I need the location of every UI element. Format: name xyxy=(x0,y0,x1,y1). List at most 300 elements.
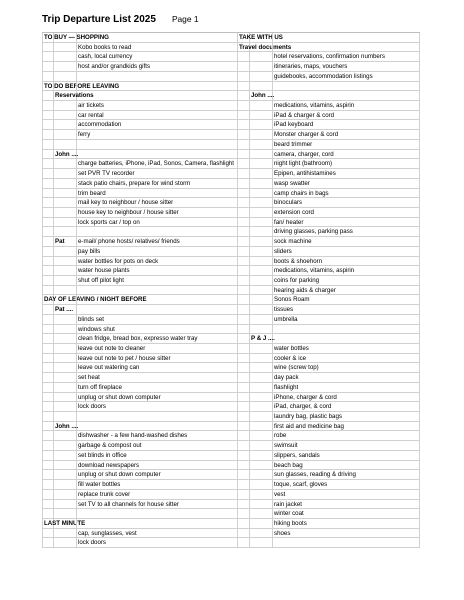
table-cell xyxy=(42,470,54,480)
table-cell: Sonos Roam xyxy=(273,295,420,305)
table-cell xyxy=(54,198,77,208)
table-cell: wasp swatter xyxy=(273,179,420,189)
table-cell xyxy=(42,266,54,276)
table-cell xyxy=(54,159,77,169)
table-cell xyxy=(238,150,250,160)
table-cell xyxy=(238,402,250,412)
table-cell xyxy=(238,247,250,257)
table-cell xyxy=(42,159,54,169)
table-cell xyxy=(42,422,54,432)
table-cell: medications, vitamins, aspirin xyxy=(273,101,420,111)
table-cell xyxy=(250,150,273,160)
table-row xyxy=(42,198,420,208)
table-cell xyxy=(54,470,77,480)
table-cell xyxy=(250,266,273,276)
table-cell xyxy=(238,286,250,296)
table-cell xyxy=(238,62,250,72)
table-cell xyxy=(238,315,250,325)
table-cell: replace trunk cover xyxy=(77,490,238,500)
table-cell xyxy=(42,490,54,500)
table-cell xyxy=(42,198,54,208)
table-cell xyxy=(42,334,54,344)
table-cell xyxy=(273,334,420,344)
table-cell xyxy=(238,91,250,101)
table-cell: itineraries, maps, vouchers xyxy=(273,62,420,72)
table-cell xyxy=(54,52,77,62)
table-cell: accommodation xyxy=(77,120,238,130)
table-cell xyxy=(54,451,77,461)
table-cell xyxy=(42,480,54,490)
table-row xyxy=(42,344,420,354)
table-cell xyxy=(54,257,77,267)
table-cell xyxy=(42,120,54,130)
table-cell xyxy=(238,519,250,529)
table-cell xyxy=(42,62,54,72)
checklist-table xyxy=(42,32,420,548)
table-cell xyxy=(54,266,77,276)
table-cell xyxy=(42,305,54,315)
table-cell: house key to neighbour / house sitter xyxy=(77,208,238,218)
table-cell: trim beard xyxy=(77,189,238,199)
table-cell xyxy=(238,383,250,393)
table-cell xyxy=(273,91,420,101)
table-row xyxy=(42,402,420,412)
table-cell xyxy=(238,111,250,121)
table-cell: tissues xyxy=(273,305,420,315)
table-cell xyxy=(54,33,77,43)
table-row xyxy=(42,441,420,451)
table-cell xyxy=(54,412,77,422)
table-cell: robe xyxy=(273,431,420,441)
table-cell xyxy=(42,412,54,422)
table-cell xyxy=(54,315,77,325)
table-cell: unplug or shut down computer xyxy=(77,470,238,480)
table-cell: ferry xyxy=(77,130,238,140)
table-row xyxy=(42,33,420,43)
table-cell xyxy=(42,101,54,111)
table-cell xyxy=(273,33,420,43)
table-cell xyxy=(42,363,54,373)
table-cell xyxy=(238,257,250,267)
table-cell xyxy=(250,198,273,208)
table-cell: DAY OF LEAVING / NIGHT BEFORE xyxy=(44,296,147,304)
table-row xyxy=(42,490,420,500)
table-cell xyxy=(250,52,273,62)
table-cell: fill water bottles xyxy=(77,480,238,490)
table-row xyxy=(42,62,420,72)
table-cell xyxy=(54,120,77,130)
table-cell xyxy=(250,189,273,199)
table-cell xyxy=(42,43,54,53)
table-cell: unplug or shut down computer xyxy=(77,393,238,403)
table-row xyxy=(42,266,420,276)
table-cell xyxy=(54,62,77,72)
table-row xyxy=(42,43,420,53)
table-cell xyxy=(238,159,250,169)
table-row xyxy=(42,412,420,422)
table-cell: John .... xyxy=(55,422,79,430)
table-cell xyxy=(54,43,77,53)
table-cell: driving glasses, parking pass xyxy=(273,227,420,237)
table-cell: water bottles for pots on deck xyxy=(77,257,238,267)
table-cell: wine (screw top) xyxy=(273,363,420,373)
table-cell xyxy=(42,52,54,62)
table-cell xyxy=(250,480,273,490)
table-cell: John .... xyxy=(55,150,79,158)
table-row xyxy=(42,315,420,325)
table-cell: winter coat xyxy=(273,509,420,519)
table-cell xyxy=(54,441,77,451)
table-row xyxy=(42,189,420,199)
table-cell xyxy=(54,431,77,441)
table-row xyxy=(42,111,420,121)
table-cell xyxy=(238,208,250,218)
table-cell xyxy=(250,120,273,130)
table-cell xyxy=(238,509,250,519)
table-row xyxy=(42,276,420,286)
table-row xyxy=(42,52,420,62)
table-cell: vest xyxy=(273,490,420,500)
table-cell xyxy=(250,227,273,237)
table-cell: fan/ heater xyxy=(273,218,420,228)
table-cell xyxy=(250,431,273,441)
table-cell xyxy=(54,334,77,344)
table-cell xyxy=(238,538,250,548)
table-cell xyxy=(250,519,273,529)
table-cell: Monster charger & cord xyxy=(273,130,420,140)
table-row xyxy=(42,227,420,237)
table-row xyxy=(42,120,420,130)
table-cell xyxy=(54,130,77,140)
table-cell xyxy=(54,179,77,189)
table-cell xyxy=(42,111,54,121)
table-cell xyxy=(54,500,77,510)
table-cell xyxy=(250,344,273,354)
table-cell: leave out note to pet / house sitter xyxy=(77,354,238,364)
table-cell xyxy=(77,305,238,315)
table-cell xyxy=(250,101,273,111)
table-cell: water bottles xyxy=(273,344,420,354)
table-cell xyxy=(42,189,54,199)
table-cell xyxy=(238,218,250,228)
table-cell: set heat xyxy=(77,373,238,383)
table-cell xyxy=(54,344,77,354)
table-cell: air tickets xyxy=(77,101,238,111)
table-cell xyxy=(42,344,54,354)
table-cell xyxy=(250,538,273,548)
table-cell xyxy=(250,33,273,43)
table-cell: first aid and medicine bag xyxy=(273,422,420,432)
table-cell: medications, vitamins, aspirin xyxy=(273,266,420,276)
table-cell xyxy=(238,295,250,305)
table-cell: day pack xyxy=(273,373,420,383)
table-cell: hotel reservations, confirmation numbers xyxy=(273,52,420,62)
table-cell xyxy=(250,490,273,500)
table-cell xyxy=(42,373,54,383)
table-cell xyxy=(250,43,273,53)
table-row xyxy=(42,354,420,364)
table-cell: host and/or grandkids gifts xyxy=(77,62,238,72)
table-row xyxy=(42,480,420,490)
table-row xyxy=(42,519,420,529)
table-cell: Kobo books to read xyxy=(77,43,238,53)
document-title: Trip Departure List 2025 xyxy=(42,14,156,25)
table-row xyxy=(42,470,420,480)
table-cell: lock doors xyxy=(77,538,238,548)
table-cell xyxy=(54,354,77,364)
table-cell xyxy=(238,305,250,315)
table-cell: hiking boots xyxy=(273,519,420,529)
table-cell xyxy=(250,363,273,373)
table-cell xyxy=(238,529,250,539)
table-cell xyxy=(250,315,273,325)
table-cell xyxy=(238,470,250,480)
table-cell xyxy=(77,72,238,82)
table-cell xyxy=(54,111,77,121)
table-cell: leave out note to cleaner xyxy=(77,344,238,354)
table-cell: lock sports car / top on xyxy=(77,218,238,228)
table-cell xyxy=(238,325,250,335)
table-cell xyxy=(250,470,273,480)
table-cell xyxy=(250,179,273,189)
table-cell xyxy=(273,325,420,335)
table-cell: pay bills xyxy=(77,247,238,257)
table-cell xyxy=(250,286,273,296)
table-cell xyxy=(250,500,273,510)
table-cell: toque, scarf, gloves xyxy=(273,480,420,490)
table-cell: car rental xyxy=(77,111,238,121)
table-cell xyxy=(42,325,54,335)
table-cell xyxy=(42,247,54,257)
table-cell xyxy=(238,189,250,199)
table-cell xyxy=(42,72,54,82)
table-cell xyxy=(250,82,273,92)
table-cell xyxy=(250,461,273,471)
table-cell xyxy=(238,82,250,92)
table-cell xyxy=(54,373,77,383)
table-cell xyxy=(250,111,273,121)
table-row xyxy=(42,500,420,510)
table-cell: set blinds in office xyxy=(77,451,238,461)
table-cell xyxy=(42,237,54,247)
table-cell: blinds set xyxy=(77,315,238,325)
table-cell xyxy=(42,91,54,101)
table-cell: sock machine xyxy=(273,237,420,247)
table-cell xyxy=(250,422,273,432)
table-cell xyxy=(250,402,273,412)
table-cell xyxy=(250,305,273,315)
table-cell: P & J .... xyxy=(251,335,275,343)
table-cell: iPad, charger, & cord xyxy=(273,402,420,412)
table-cell xyxy=(54,227,77,237)
table-row xyxy=(42,237,420,247)
table-cell xyxy=(77,519,238,529)
table-cell xyxy=(54,169,77,179)
table-cell xyxy=(42,286,54,296)
table-cell: TAKE WITH US xyxy=(239,34,283,41)
table-cell xyxy=(42,208,54,218)
table-cell xyxy=(42,500,54,510)
table-row xyxy=(42,82,420,92)
table-row xyxy=(42,461,420,471)
table-cell: camera, charger, cord xyxy=(273,150,420,160)
table-cell: beach bag xyxy=(273,461,420,471)
table-cell xyxy=(238,72,250,82)
table-row xyxy=(42,169,420,179)
table-row xyxy=(42,509,420,519)
table-row xyxy=(42,130,420,140)
table-row xyxy=(42,208,420,218)
table-row xyxy=(42,101,420,111)
table-row xyxy=(42,325,420,335)
table-cell: flashlight xyxy=(273,383,420,393)
table-cell xyxy=(42,140,54,150)
table-cell: TO BUY — SHOPPING xyxy=(44,34,109,41)
table-cell xyxy=(54,363,77,373)
table-cell xyxy=(54,218,77,228)
table-cell xyxy=(250,237,273,247)
table-cell: garbage & compost out xyxy=(77,441,238,451)
table-cell: leave out watering can xyxy=(77,363,238,373)
table-row xyxy=(42,538,420,548)
table-cell: turn off fireplace xyxy=(77,383,238,393)
table-cell: Travel documents xyxy=(239,43,292,51)
page-number: Page 1 xyxy=(171,14,199,24)
table-cell: set PVR TV recorder xyxy=(77,169,238,179)
table-cell xyxy=(273,43,420,53)
table-cell: swimsuit xyxy=(273,441,420,451)
table-cell xyxy=(42,441,54,451)
table-cell xyxy=(273,538,420,548)
table-row xyxy=(42,363,420,373)
table-cell: binoculars xyxy=(273,198,420,208)
table-cell: e-mail/ phone hosts/ relatives/ friends xyxy=(77,237,238,247)
table-cell: windows shut xyxy=(77,325,238,335)
table-cell: John .... xyxy=(251,92,275,100)
table-cell xyxy=(238,52,250,62)
table-cell xyxy=(54,509,77,519)
table-cell: iPad & charger & cord xyxy=(273,111,420,121)
table-cell xyxy=(54,72,77,82)
table-cell: iPhone, charger & cord xyxy=(273,393,420,403)
table-cell xyxy=(54,208,77,218)
table-cell xyxy=(250,412,273,422)
table-row xyxy=(42,91,420,101)
table-cell xyxy=(238,266,250,276)
table-cell: charge batteries, iPhone, iPad, Sonos, Camera, flashlight xyxy=(77,159,238,169)
table-cell: camp chairs in bags xyxy=(273,189,420,199)
table-cell xyxy=(54,383,77,393)
table-row xyxy=(42,257,420,267)
table-cell xyxy=(238,480,250,490)
table-cell xyxy=(42,383,54,393)
table-cell xyxy=(250,159,273,169)
table-row xyxy=(42,393,420,403)
table-cell xyxy=(54,325,77,335)
table-cell xyxy=(54,295,77,305)
table-cell xyxy=(42,227,54,237)
table-cell xyxy=(77,91,238,101)
table-cell xyxy=(238,237,250,247)
table-cell: slippers, sandals xyxy=(273,451,420,461)
table-cell: coins for parking xyxy=(273,276,420,286)
table-cell xyxy=(42,538,54,548)
table-cell: set TV to all channels for house sitter xyxy=(77,500,238,510)
table-cell xyxy=(238,198,250,208)
table-cell xyxy=(250,62,273,72)
table-cell: sliders xyxy=(273,247,420,257)
table-cell xyxy=(250,451,273,461)
table-cell xyxy=(42,509,54,519)
table-cell: cooler & ice xyxy=(273,354,420,364)
table-cell xyxy=(42,130,54,140)
table-cell: guidebooks, accommodation listings xyxy=(273,72,420,82)
table-cell xyxy=(238,451,250,461)
table-cell xyxy=(42,461,54,471)
table-cell xyxy=(42,218,54,228)
table-cell xyxy=(42,451,54,461)
table-cell xyxy=(238,373,250,383)
table-cell xyxy=(42,257,54,267)
table-row xyxy=(42,451,420,461)
table-cell xyxy=(250,72,273,82)
table-row xyxy=(42,247,420,257)
table-cell xyxy=(238,393,250,403)
table-cell xyxy=(250,393,273,403)
table-cell xyxy=(250,354,273,364)
table-cell xyxy=(238,169,250,179)
table-cell xyxy=(54,529,77,539)
table-cell: clean fridge, bread box, expresso water tray xyxy=(77,334,238,344)
table-cell xyxy=(54,393,77,403)
table-cell: Pat .... xyxy=(54,305,77,315)
table-cell xyxy=(42,169,54,179)
table-cell xyxy=(77,422,238,432)
table-cell xyxy=(250,169,273,179)
table-cell xyxy=(238,490,250,500)
table-cell: sun glasses, reading & driving xyxy=(273,470,420,480)
table-cell xyxy=(250,373,273,383)
table-cell xyxy=(42,402,54,412)
table-cell xyxy=(54,402,77,412)
table-cell xyxy=(54,490,77,500)
table-cell xyxy=(42,529,54,539)
table-cell xyxy=(77,509,238,519)
table-cell: Pat xyxy=(54,237,77,247)
table-row xyxy=(42,383,420,393)
table-cell: lock doors xyxy=(77,402,238,412)
table-cell xyxy=(54,519,77,529)
table-cell xyxy=(250,295,273,305)
table-cell xyxy=(250,529,273,539)
table-cell: TO DO BEFORE LEAVING xyxy=(44,82,120,90)
table-cell xyxy=(238,363,250,373)
table-cell xyxy=(42,276,54,286)
table-cell: Epipen, antihistamines xyxy=(273,169,420,179)
table-row xyxy=(42,286,420,296)
table-cell xyxy=(250,509,273,519)
table-cell: LAST MINUTE xyxy=(44,519,86,527)
table-cell xyxy=(54,82,77,92)
table-cell xyxy=(54,101,77,111)
table-cell xyxy=(77,140,238,150)
table-cell: beard trimmer xyxy=(273,140,420,150)
table-cell xyxy=(238,130,250,140)
table-cell xyxy=(42,431,54,441)
table-cell xyxy=(250,383,273,393)
table-cell xyxy=(250,276,273,286)
table-cell xyxy=(238,431,250,441)
